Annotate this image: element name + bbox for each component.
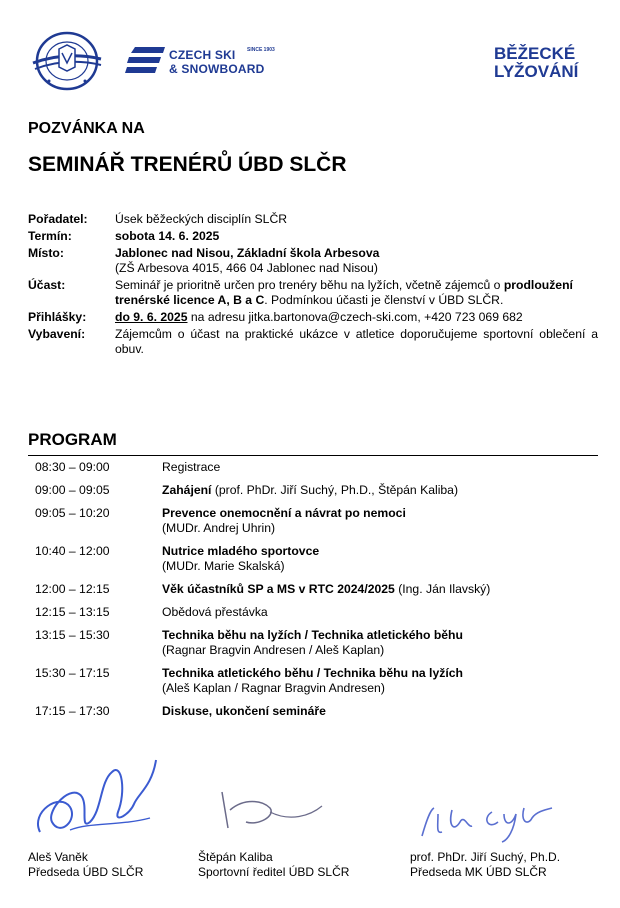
signatory-name: Štěpán Kaliba — [198, 850, 273, 864]
info-row-organizer — [28, 212, 598, 227]
schedule-title: Technika atletického běhu / Technika běhu na lyžích — [162, 666, 463, 680]
signature-stepan-kaliba — [210, 782, 330, 842]
venue-value — [115, 246, 598, 276]
event-info — [28, 212, 598, 359]
schedule-time: 17:15 – 17:30 — [35, 704, 110, 718]
schedule-item — [28, 601, 598, 624]
schedule-desc — [162, 483, 598, 498]
participation-label: Účast: — [28, 278, 66, 292]
schedule-time: 15:30 – 17:15 — [35, 666, 110, 680]
schedule-time: 09:00 – 09:05 — [35, 483, 110, 497]
schedule-speakers: (MUDr. Andrej Uhrin) — [162, 521, 276, 535]
czech-ski-snowboard-logo — [125, 44, 285, 76]
schedule-speakers: (prof. PhDr. Jiří Suchý, Ph.D., Štěpán Kaliba) — [211, 483, 459, 497]
schedule-desc — [162, 666, 598, 696]
schedule-title: Registrace — [162, 460, 221, 474]
info-row-participation — [28, 278, 598, 308]
schedule-desc — [162, 704, 598, 719]
schedule-title: Prevence onemocnění a návrat po nemoci — [162, 506, 406, 520]
logo-line-2: LYŽOVÁNÍ — [494, 62, 579, 81]
schedule-item — [28, 456, 598, 479]
schedule-item — [28, 540, 598, 578]
participation-licence: prodloužení trenérské licence A, B a C — [115, 278, 573, 307]
schedule-speakers: (MUDr. Marie Skalská) — [162, 559, 285, 573]
schedule-speakers: (Ing. Ján Ilavský) — [394, 582, 491, 596]
schedule-item — [28, 624, 598, 662]
signatory-name: prof. PhDr. Jiří Suchý, Ph.D. — [410, 850, 561, 864]
schedule-time: 13:15 – 15:30 — [35, 628, 110, 642]
invitation-kicker: POZVÁNKA NA — [28, 120, 145, 137]
schedule-speakers: (Ragnar Bragvin Andresen / Aleš Kaplan) — [162, 643, 385, 657]
schedule-desc — [162, 460, 598, 475]
schedule-item — [28, 479, 598, 502]
info-row-registration — [28, 310, 598, 325]
signatory-role: Sportovní ředitel ÚBD SLČR — [198, 865, 350, 879]
schedule-item — [28, 578, 598, 601]
bezecke-lyzovani-logo — [494, 45, 578, 81]
venue-address: (ZŠ Arbesova 4015, 466 04 Jablonec nad Nisou) — [115, 261, 378, 275]
schedule-title: Technika běhu na lyžích / Technika atletického běhu — [162, 628, 463, 642]
organizer-label: Pořadatel: — [28, 212, 88, 226]
signatory-role: Předseda ÚBD SLČR — [28, 865, 144, 879]
participation-value — [115, 278, 598, 308]
schedule-time: 08:30 – 09:00 — [35, 460, 110, 474]
schedule-title: Věk účastníků SP a MS v RTC 2024/2025 — [162, 582, 395, 596]
equipment-value: Zájemcům o účast na praktické ukázce v atletice doporučujeme sportovní oblečení a obuv. — [115, 327, 598, 356]
schedule-title: Diskuse, ukončení semináře — [162, 704, 326, 718]
schedule-desc — [162, 506, 598, 536]
equipment-label: Vybavení: — [28, 327, 86, 341]
schedule-speakers: (Aleš Kaplan / Ragnar Bragvin Andresen) — [162, 681, 385, 695]
registration-deadline: do 9. 6. 2025 — [115, 310, 188, 324]
schedule-item — [28, 700, 598, 723]
venue-label: Místo: — [28, 246, 64, 260]
schedule-time: 12:15 – 13:15 — [35, 605, 110, 619]
schedule-item — [28, 502, 598, 540]
signature-block-kaliba — [198, 850, 349, 880]
info-row-equipment — [28, 327, 598, 357]
registration-value — [115, 310, 598, 325]
schedule-time: 12:00 – 12:15 — [35, 582, 110, 596]
page-title: SEMINÁŘ TRENÉRŮ ÚBD SLČR — [28, 153, 347, 176]
signatory-role: Předseda MK ÚBD SLČR — [410, 865, 547, 879]
program-schedule — [28, 455, 598, 723]
logo-text-since: SINCE 1903 — [247, 47, 275, 53]
schedule-time: 09:05 – 10:20 — [35, 506, 110, 520]
schedule-desc — [162, 605, 598, 620]
schedule-desc — [162, 628, 598, 658]
organizer-value: Úsek běžeckých disciplín SLČR — [115, 212, 288, 226]
participation-text-1: Seminář je prioritně určen pro trenéry běhu na lyžích, včetně zájemců o — [115, 278, 501, 292]
date-value: sobota 14. 6. 2025 — [115, 229, 220, 243]
signature-ales-vanek — [30, 752, 170, 847]
logo-text-snowboard: & SNOWBOARD — [169, 62, 265, 76]
info-row-venue — [28, 246, 598, 276]
ski-stripes-icon — [125, 44, 165, 76]
schedule-title: Obědová přestávka — [162, 605, 268, 619]
signature-block-vanek — [28, 850, 143, 880]
venue-name: Jablonec nad Nisou, Základní škola Arbesova — [115, 246, 380, 260]
logo-text-czech-ski: CZECH SKI — [169, 48, 236, 62]
date-label: Termín: — [28, 229, 72, 243]
schedule-time: 10:40 – 12:00 — [35, 544, 110, 558]
schedule-desc — [162, 544, 598, 574]
schedule-item — [28, 662, 598, 700]
program-heading: PROGRAM — [28, 430, 117, 449]
signature-block-suchy — [410, 850, 560, 880]
info-row-date — [28, 229, 598, 244]
registration-contact[interactable]: na adresu jitka.bartonova@czech-ski.com, +420 723 069 682 — [187, 310, 523, 324]
ski-association-seal-logo — [31, 29, 103, 93]
participation-text-2: . Podmínkou účasti je členství v ÚBD SLČR. — [264, 293, 504, 307]
schedule-desc — [162, 582, 598, 597]
signature-jiri-suchy — [412, 796, 562, 846]
logo-line-1: BĚŽECKÉ — [494, 44, 576, 63]
registration-label: Přihlášky: — [28, 310, 87, 324]
schedule-title: Zahájení — [162, 483, 212, 497]
schedule-title: Nutrice mladého sportovce — [162, 544, 320, 558]
signatory-name: Aleš Vaněk — [28, 850, 88, 864]
